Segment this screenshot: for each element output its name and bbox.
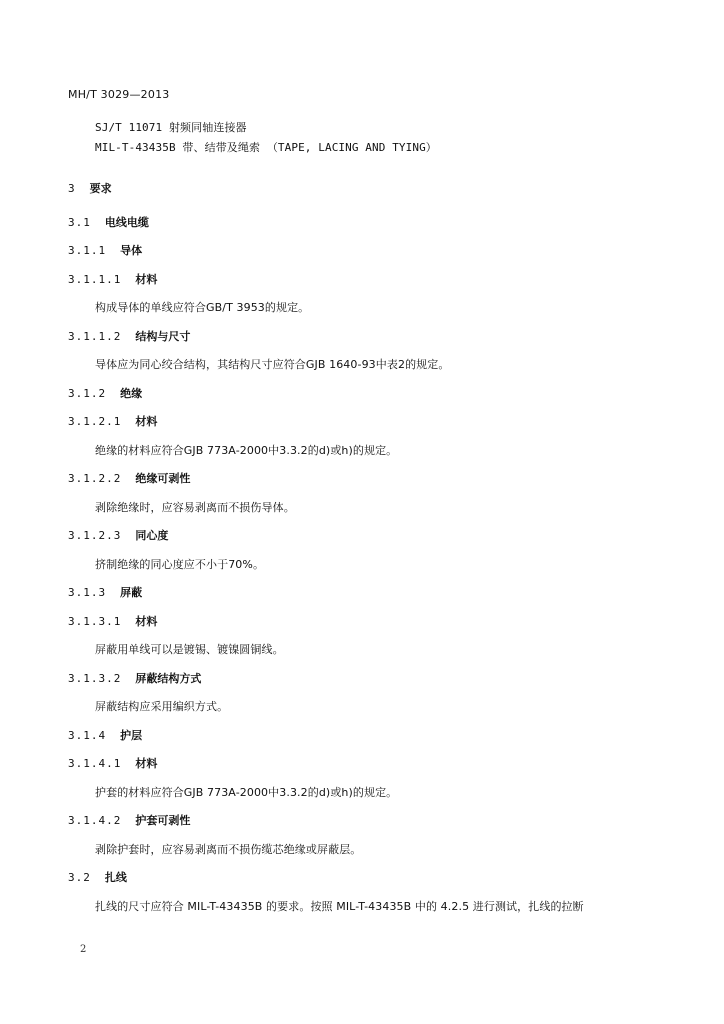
section-number: 3.1.1	[68, 244, 107, 257]
section-number: 3.2	[68, 871, 91, 884]
section-title: 同心度	[135, 529, 169, 542]
section-heading-3-1	[68, 214, 149, 230]
section-number: 3	[68, 182, 76, 195]
section-heading-3-1-4-2	[68, 812, 190, 828]
section-title: 护套可剥性	[135, 814, 191, 827]
section-text-3-1-3-1: 屏蔽用单线可以是镀锡、镀镍圆铜线。	[95, 643, 284, 656]
section-text-3-1-4-2: 剥除护套时，应容易剥离而不损伤缆芯绝缘或屏蔽层。	[95, 843, 362, 856]
section-title: 绝缘	[120, 387, 143, 400]
section-title: 材料	[135, 615, 158, 628]
section-number: 3.1.4.1	[68, 757, 122, 770]
section-heading-3-1-3-1	[68, 613, 157, 629]
section-heading-3-1-4-1	[68, 755, 157, 771]
section-number: 3.1.3.1	[68, 615, 122, 628]
section-title: 材料	[135, 273, 158, 286]
section-title: 导体	[120, 244, 143, 257]
section-number: 3.1	[68, 216, 91, 229]
section-heading-3-1-2-3	[68, 527, 168, 543]
section-heading-3-2	[68, 869, 127, 885]
section-heading-3-1-2-2	[68, 470, 190, 486]
section-text-3-1-2-3: 挤制绝缘的同心度应不小于70%。	[95, 558, 265, 571]
section-number: 3.1.2	[68, 387, 107, 400]
section-text-3-2: 扎线的尺寸应符合 MIL-T-43435B 的要求。按照 MIL-T-43435B 中的 4.2.5 进行测试，扎线的拉断	[95, 900, 584, 913]
section-title: 结构与尺寸	[135, 330, 191, 343]
section-heading-3-1-2-1	[68, 413, 157, 429]
section-number: 3.1.1.2	[68, 330, 122, 343]
section-heading-3-1-3	[68, 584, 142, 600]
section-number: 3.1.1.1	[68, 273, 122, 286]
section-number: 3.1.3.2	[68, 672, 122, 685]
section-number: 3.1.2.2	[68, 472, 122, 485]
section-heading-3-1-3-2	[68, 670, 201, 686]
reference-sjt-11071: SJ/T 11071 射频同轴连接器	[95, 121, 247, 134]
section-title: 屏蔽	[120, 586, 143, 599]
section-number: 3.1.4.2	[68, 814, 122, 827]
section-title: 电线电缆	[104, 216, 149, 229]
section-title: 材料	[135, 757, 158, 770]
section-heading-3-1-1-2	[68, 328, 190, 344]
section-heading-3-1-1	[68, 242, 142, 258]
section-number: 3.1.4	[68, 729, 107, 742]
section-text-3-1-2-1: 绝缘的材料应符合GJB 773A-2000中3.3.2的d)或h)的规定。	[95, 444, 398, 457]
section-title: 扎线	[104, 871, 127, 884]
section-text-3-1-4-1: 护套的材料应符合GJB 773A-2000中3.3.2的d)或h)的规定。	[95, 786, 398, 799]
section-text-3-1-1-2: 导体应为同心绞合结构，其结构尺寸应符合GJB 1640-93中表2的规定。	[95, 358, 450, 371]
section-heading-3	[68, 180, 112, 196]
section-number: 3.1.2.1	[68, 415, 122, 428]
section-title: 材料	[135, 415, 158, 428]
section-title: 屏蔽结构方式	[135, 672, 202, 685]
section-title: 要求	[89, 182, 112, 195]
section-heading-3-1-1-1	[68, 271, 157, 287]
section-heading-3-1-4	[68, 727, 142, 743]
section-number: 3.1.3	[68, 586, 107, 599]
section-heading-3-1-2	[68, 385, 142, 401]
section-text-3-1-2-2: 剥除绝缘时，应容易剥离而不损伤导体。	[95, 501, 295, 514]
reference-mil-t-43435b: MIL-T-43435B 带、结带及绳索 （TAPE, LACING AND TYING）	[95, 141, 437, 154]
section-text-3-1-1-1: 构成导体的单线应符合GB/T 3953的规定。	[95, 301, 310, 314]
section-text-3-1-3-2: 屏蔽结构应采用编织方式。	[95, 700, 229, 713]
page-number: 2	[80, 944, 87, 955]
document-header: MH/T 3029—2013	[68, 88, 170, 101]
section-title: 绝缘可剥性	[135, 472, 191, 485]
section-title: 护层	[120, 729, 143, 742]
section-number: 3.1.2.3	[68, 529, 122, 542]
